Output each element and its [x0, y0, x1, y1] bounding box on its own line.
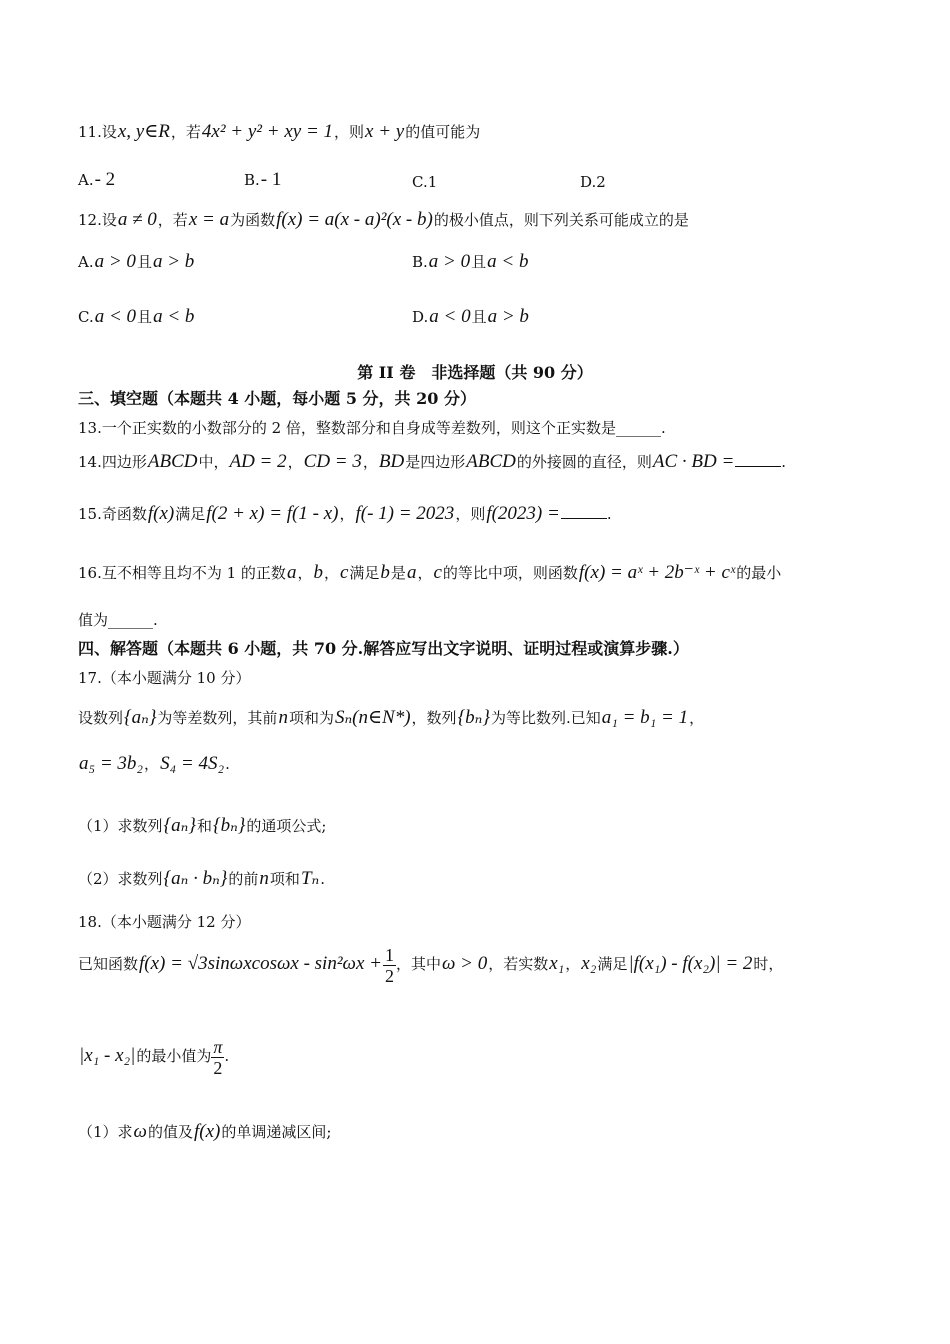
- q12-option-c[interactable]: [78, 307, 195, 327]
- option-conj: 且: [471, 253, 487, 271]
- q12-text: 为函数: [230, 211, 276, 229]
- q17-math: n: [278, 707, 288, 728]
- q17-text: .: [225, 755, 230, 773]
- q12-option-a[interactable]: [78, 252, 195, 272]
- q12-math-condition: a ≠ 0: [117, 209, 157, 230]
- option-value: - 2: [94, 169, 116, 190]
- q15-text: ，: [339, 505, 355, 523]
- q16-text: 的等比中项，则函数: [442, 564, 578, 582]
- option-conj: 且: [136, 253, 152, 271]
- q15-math: f(x): [147, 503, 175, 524]
- q11-option-d[interactable]: [580, 172, 606, 192]
- q17-math: {bₙ}: [212, 815, 246, 836]
- q17-math: {bₙ}: [457, 707, 490, 728]
- q15-text: .: [606, 505, 612, 523]
- option-value: 1: [427, 173, 438, 191]
- question-15: [78, 504, 612, 524]
- q17-text: 的前: [228, 870, 259, 888]
- fraction-numerator: π: [213, 1036, 223, 1057]
- q14-answer-blank[interactable]: [735, 452, 781, 467]
- q18-subquestion-1: [78, 1122, 331, 1142]
- q16-math: a: [286, 562, 297, 583]
- q14-math: ABCD: [466, 451, 516, 472]
- q17-text: 设数列: [78, 709, 124, 727]
- q18-math-function: f(x) = √3sinωxcosωx - sin²ωx +: [139, 953, 382, 974]
- q18-text: 时，: [753, 955, 784, 973]
- q17-math: {aₙ}: [163, 815, 196, 836]
- q14-text: 14.四边形: [78, 453, 147, 471]
- q17-text: 项和为: [288, 709, 334, 727]
- q17-math: a₅ = 3b₂: [79, 753, 144, 774]
- q17-text: 为等差数列，其前: [157, 709, 278, 727]
- q14-math: BD: [378, 451, 405, 472]
- q18-fraction-half: [383, 945, 396, 986]
- option-conj: 且: [137, 308, 153, 326]
- q17-math: {aₙ}: [124, 707, 157, 728]
- q15-answer-blank[interactable]: [561, 504, 607, 519]
- q18-math: |f(x₁) - f(x₂)| = 2: [628, 953, 753, 974]
- q12-math-function: f(x) = a(x - a)²(x - b): [276, 209, 433, 230]
- option-label: A.: [78, 171, 94, 189]
- q18-text: 已知函数: [78, 955, 139, 973]
- q17-text: （2）求数列: [78, 870, 163, 888]
- q17-text: 为等比数列.已知: [490, 709, 601, 727]
- q17-math: {aₙ · bₙ}: [163, 868, 228, 889]
- q11-text: ，则: [334, 123, 365, 141]
- question-11: [78, 122, 480, 142]
- part-4-title: 四、解答题（本题共 6 小题，共 70 分.解答应写出文字说明、证明过程或演算步骤.）: [78, 639, 689, 658]
- q16-text: 满足: [349, 564, 380, 582]
- q11-suffix: 的值可能为: [405, 123, 481, 141]
- fraction-denominator: 2: [384, 965, 394, 986]
- q18-text: （1）求: [78, 1123, 133, 1141]
- q14-text: 中，: [198, 453, 229, 471]
- q15-math: f(- 1) = 2023: [355, 503, 455, 524]
- q18-text: 的最小值为: [136, 1047, 212, 1065]
- q12-option-d[interactable]: [412, 307, 530, 327]
- q18-text: ，其中: [395, 955, 441, 973]
- q15-text: ，则: [455, 505, 486, 523]
- q14-math: AD = 2: [229, 451, 287, 472]
- q16-math: c: [433, 562, 442, 583]
- q11-math-domain: x, y∈R: [117, 121, 170, 142]
- q17-text: 的通项公式;: [246, 817, 327, 835]
- q17-math: n: [259, 868, 269, 889]
- q16-text: 16.互不相等且均不为 1 的正数: [78, 564, 286, 582]
- q17-text: 和: [196, 817, 212, 835]
- q18-math: |x₁ - x₂|: [79, 1045, 136, 1066]
- option-math: a > 0: [94, 251, 136, 272]
- question-16: [78, 563, 781, 583]
- q17-math: a₁ = b₁ = 1: [601, 707, 689, 728]
- option-value: 2: [596, 173, 606, 191]
- option-math: a < b: [153, 306, 195, 327]
- q11-prefix: 11.设: [78, 123, 117, 141]
- option-label: D.: [412, 308, 429, 326]
- q16-text: ，: [417, 564, 433, 582]
- part-3-title: 三、填空题（本题共 4 小题，每小题 5 分，共 20 分）: [78, 389, 476, 408]
- q17-subquestion-1: [78, 816, 326, 836]
- q18-math: x₁: [549, 953, 565, 974]
- q17-text: .: [320, 870, 325, 888]
- q12-suffix: 的极小值点，则下列关系可能成立的是: [433, 211, 689, 229]
- q16-math-function: f(x) = aˣ + 2b⁻ˣ + cˣ: [578, 562, 736, 583]
- q17-stem-line-2: [78, 754, 230, 774]
- q12-prefix: 12.设: [78, 211, 117, 229]
- q18-text: 满足: [597, 955, 628, 973]
- option-math: a > b: [152, 251, 195, 272]
- option-label: B.: [244, 171, 260, 189]
- q18-math: x₂: [581, 953, 597, 974]
- option-math: a > b: [487, 306, 529, 327]
- q12-math-point: x = a: [188, 209, 230, 230]
- q14-math: AC · BD =: [652, 451, 735, 472]
- q11-text: ，若: [170, 123, 201, 141]
- q17-text: ，数列: [411, 709, 457, 727]
- q16-text: ，: [297, 564, 313, 582]
- q11-option-c[interactable]: [412, 172, 437, 192]
- q16-math: c: [339, 562, 349, 583]
- q17-math: Sₙ(n∈N*): [334, 707, 411, 728]
- question-14: [78, 452, 786, 472]
- q18-text: 的值及: [147, 1123, 193, 1141]
- q17-header: 17.（本小题满分 10 分）: [78, 669, 251, 687]
- q17-subquestion-2: [78, 869, 325, 889]
- section-2-title: 第 II 卷 非选择题（共 90 分）: [357, 363, 593, 382]
- option-math: a < b: [487, 251, 529, 272]
- q11-math-expression: x + y: [365, 121, 405, 142]
- option-label: D.: [580, 173, 597, 191]
- q18-math: ω: [133, 1121, 147, 1142]
- q17-stem-line-1: [78, 708, 704, 728]
- q15-math: f(2 + x) = f(1 - x): [206, 503, 339, 524]
- q14-text: .: [781, 453, 787, 471]
- q18-fraction-pi-half: [211, 1037, 224, 1078]
- q17-text: ，: [144, 755, 160, 773]
- q17-text: （1）求数列: [78, 817, 163, 835]
- option-label: C.: [78, 308, 94, 326]
- q18-text: ，若实数: [488, 955, 549, 973]
- q17-text: 项和: [269, 870, 300, 888]
- q14-text: 的外接圆的直径，则: [516, 453, 652, 471]
- fraction-denominator: 2: [213, 1057, 223, 1078]
- q18-math: ω > 0: [441, 953, 488, 974]
- q15-math: f(2023) =: [486, 503, 560, 524]
- option-math: a > 0: [428, 251, 471, 272]
- q14-math: CD = 3: [303, 451, 362, 472]
- question-12: [78, 210, 689, 230]
- q14-math: ABCD: [147, 451, 198, 472]
- q15-text: 15.奇函数: [78, 505, 147, 523]
- q18-text: 的单调递减区间;: [221, 1123, 332, 1141]
- q17-math: Tₙ: [300, 868, 320, 889]
- q14-text: ，: [287, 453, 303, 471]
- q14-text: 是四边形: [405, 453, 466, 471]
- option-label: B.: [412, 253, 428, 271]
- option-label: C.: [412, 173, 428, 191]
- q16-math: a: [406, 562, 417, 583]
- q11-option-a[interactable]: [78, 170, 116, 190]
- option-math: a < 0: [94, 306, 137, 327]
- option-conj: 且: [471, 308, 487, 326]
- q16-text: 的最小: [736, 564, 782, 582]
- q18-math: f(x): [193, 1121, 221, 1142]
- q16-line-2: 值为______.: [78, 611, 158, 629]
- q12-text: ，若: [157, 211, 188, 229]
- q16-text: ，: [323, 564, 339, 582]
- q18-text: ，: [565, 955, 581, 973]
- q11-option-b[interactable]: [244, 170, 282, 190]
- q15-text: 满足: [175, 505, 206, 523]
- q16-math: b: [313, 562, 323, 583]
- option-math: a < 0: [429, 306, 471, 327]
- q18-text: .: [224, 1047, 230, 1065]
- option-label: A.: [78, 253, 94, 271]
- q17-text: ，: [689, 709, 705, 727]
- q11-math-equation: 4x² + y² + xy = 1: [201, 121, 334, 142]
- q12-option-b[interactable]: [412, 252, 529, 272]
- question-13: 13.一个正实数的小数部分的 2 倍，整数部分和自身成等差数列，则这个正实数是______.: [78, 419, 666, 437]
- fraction-numerator: 1: [384, 944, 394, 965]
- option-value: - 1: [260, 169, 282, 190]
- q16-math: b: [380, 562, 390, 583]
- q14-text: ，: [362, 453, 378, 471]
- q18-stem-line-1: [78, 942, 783, 986]
- q18-stem-line-2: [78, 1034, 229, 1078]
- q17-math: S₄ = 4S₂: [160, 753, 225, 774]
- q16-text: 是: [390, 564, 406, 582]
- q18-header: 18.（本小题满分 12 分）: [78, 913, 251, 931]
